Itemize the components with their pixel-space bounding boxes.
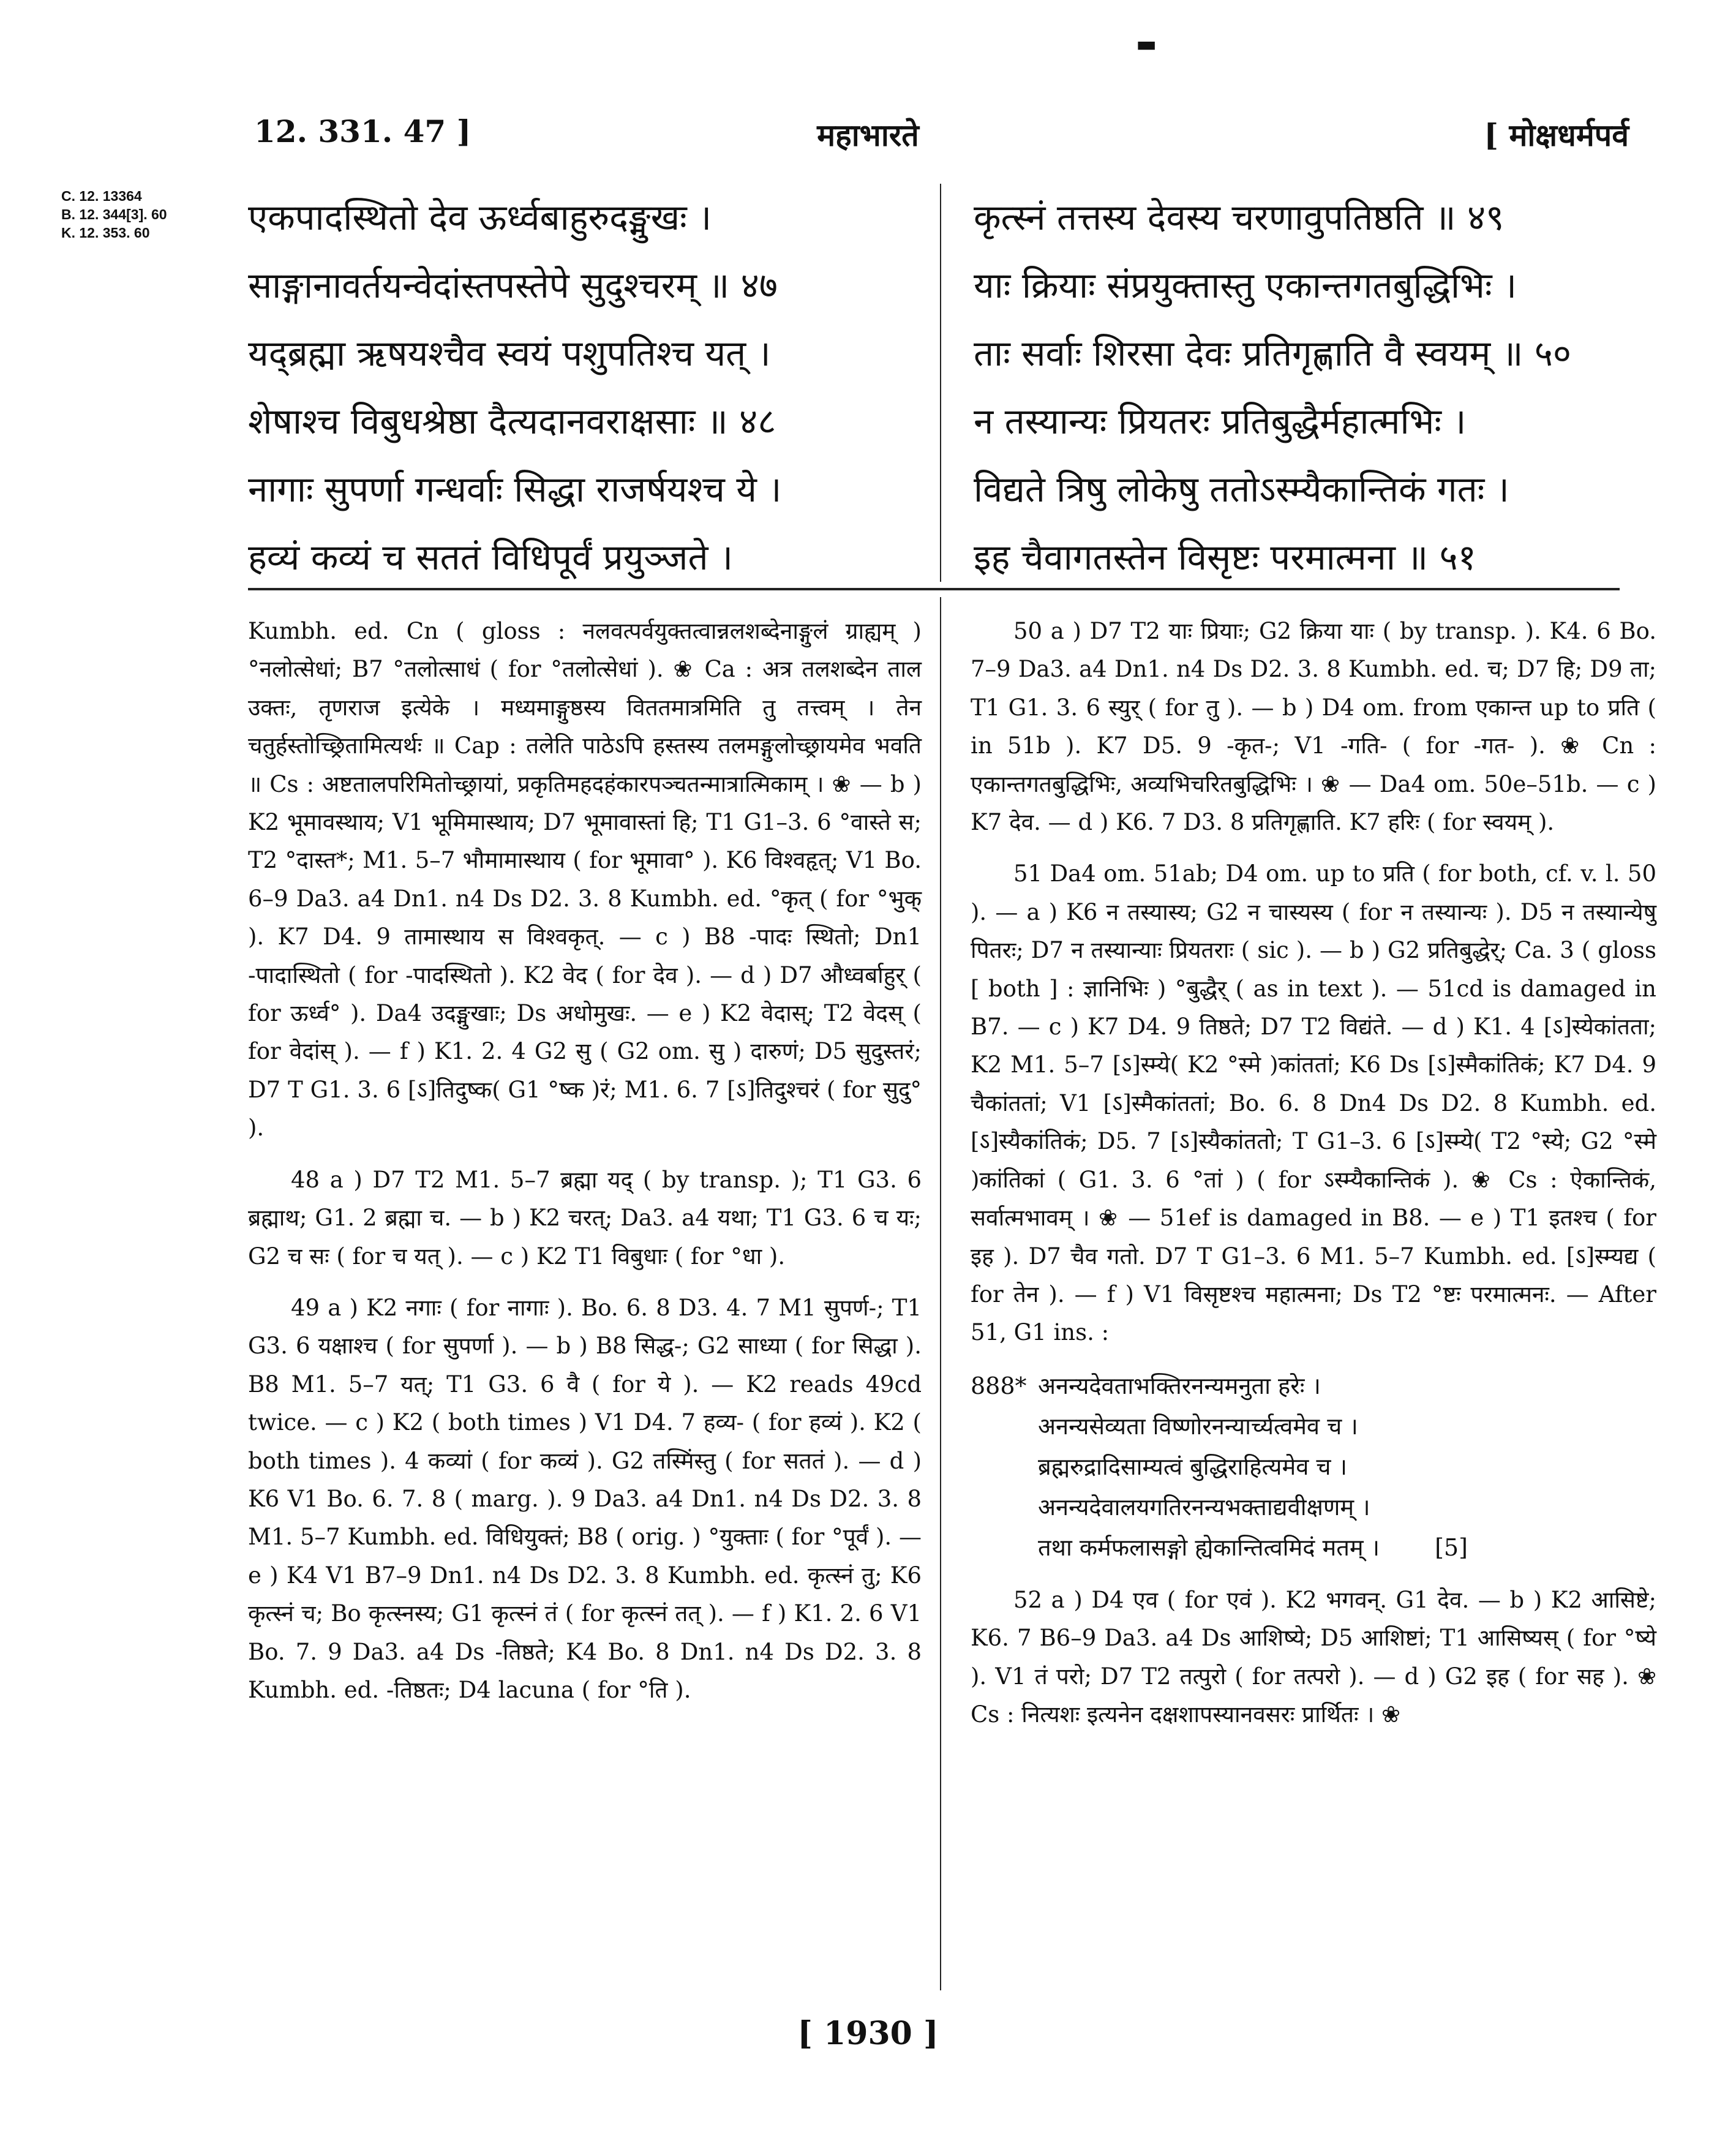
note-paragraph: 48 a ) D7 T2 M1. 5–7 ब्रह्मा यद् ( by transp. ); T1 G3. 6 ब्रह्माथ; G1. 2 ब्रह्मा च. — b ) K2 चरत्; Da3. a4 यथा; T1 G3. 6 च यः; G2 च सः ( for च यत् ). — c ) K2 T1 विबुधाः ( for °धा ). xyxy=(248,1166,922,1270)
inserted-passage xyxy=(971,1366,1656,1568)
passage-line: ब्रह्मरुद्रादिसाम्यत्वं बुद्धिराहित्यमेव च । xyxy=(1038,1453,1348,1480)
verse-line: यद्ब्रह्मा ऋषयश्चैव स्वयं पशुपतिश्च यत् । xyxy=(248,333,771,374)
verse-line: साङ्गानावर्तयन्वेदांस्तपस्तेपे सुदुश्चरम् ॥ ४७ xyxy=(248,265,778,306)
verse-line: नागाः सुपर्णा गन्धर्वाः सिद्धा राजर्षयश्च ये । xyxy=(248,468,782,510)
verse-line: एकपादस्थितो देव ऊर्ध्वबाहुरुदङ्मुखः । xyxy=(248,197,712,238)
header-verse-ref: 12. 331. 47 ] xyxy=(254,113,472,149)
note-paragraph: 49 a ) K2 नगाः ( for नागाः ). Bo. 6. 8 D3. 4. 7 M1 सुपर्ण-; T1 G3. 6 यक्षाश्च ( for सुपर्णा ). — b ) B8 सिद्ध-; G2 साध्या ( for सिद्धा ). B8 M1. 5–7 यत्; T1 G3. 6 वै ( for ये ). — K2 reads 49cd twice. — c ) K2 ( both times ) V1 D4. 7 हव्य- ( for हव्यं ). K2 ( both times ). 4 कव्यां ( for कव्यं ). G2 तस्मिंस्तु ( for सततं ). — d ) K6 V1 Bo. 6. 7. 8 ( marg. ). 9 Da3. a4 Dn1. n4 Ds D2. 3. 8 M1. 5–7 Kumbh. ed. विधियुक्तं; B8 ( orig. ) °युक्ताः ( for °पूर्वं ). — e ) K4 V1 B7–9 Dn1. n4 Ds D2. 3. 8 Kumbh. ed. कृत्स्नं तु; K6 कृत्स्नं च; Bo कृत्स्नस्य; G1 कृत्स्नं तं ( for कृत्स्नं तत् ). — f ) K1. 2. 6 V1 Bo. 7. 9 Da3. a4 Ds -तिष्ठते; K4 Bo. 8 Dn1. n4 Ds D2. 3. 8 Kumbh. ed. -तिष्ठतः; D4 lacuna ( for °ति ). xyxy=(248,1294,922,1703)
passage-number: 888* xyxy=(971,1372,1027,1399)
verse-column-right xyxy=(974,184,1684,592)
header-title: महाभारते xyxy=(817,117,919,153)
apparatus-rule xyxy=(248,588,1620,590)
passage-line: अनन्यदेवताभक्तिरनन्यमनुता हरेः । xyxy=(1038,1372,1321,1399)
top-mark: ▬ xyxy=(1136,32,1157,57)
verse-line: शेषाश्च विबुधश्रेष्ठा दैत्यदानवराक्षसाः ॥ ४८ xyxy=(248,401,776,442)
header-section: [ मोक्षधर्मपर्व xyxy=(1484,117,1629,153)
passage-line-number: [5] xyxy=(1435,1533,1468,1561)
margin-ref: C. 12. 13364 xyxy=(61,188,142,204)
verse-line: इह चैवागतस्तेन विसृष्टः परमात्मना ॥ ५१ xyxy=(974,536,1476,578)
verse-line: विद्यते त्रिषु लोकेषु ततोऽस्म्यैकान्तिकं गतः । xyxy=(974,468,1509,510)
page-number: [ 1930 ] xyxy=(797,2015,939,2052)
verse-line: ताः सर्वाः शिरसा देवः प्रतिगृह्णाति वै स्वयम् ॥ ५० xyxy=(974,333,1572,374)
verse-line: हव्यं कव्यं च सततं विधिपूर्वं प्रयुञ्जते । xyxy=(248,536,733,578)
passage-line: अनन्यदेवालयगतिरनन्यभक्ताद्यवीक्षणम् । xyxy=(1038,1493,1370,1521)
verse-line: कृत्स्नं तत्तस्य देवस्य चरणावुपतिष्ठति ॥ ४९ xyxy=(974,197,1505,238)
margin-references xyxy=(61,187,167,242)
margin-ref: K. 12. 353. 60 xyxy=(61,225,150,241)
verse-line: न तस्यान्यः प्रियतरः प्रतिबुद्धैर्महात्मभिः । xyxy=(974,401,1467,442)
passage-line: तथा कर्मफलासङ्गो ह्येकान्तित्वमिदं मतम् । xyxy=(1038,1533,1380,1561)
margin-ref: B. 12. 344[3]. 60 xyxy=(61,206,167,222)
apparatus-column-left xyxy=(248,612,922,1723)
verse-line: याः क्रियाः संप्रयुक्तास्तु एकान्तगतबुद्धिभिः । xyxy=(974,265,1517,306)
note-paragraph: 50 a ) D7 T2 याः प्रियाः; G2 क्रिया याः ( by transp. ). K4. 6 Bo. 7–9 Da3. a4 Dn1. n4 Ds D2. 3. 8 Kumbh. ed. च; D7 हि; D9 ता; T1 G1. 3. 6 स्युर् ( for तु ). — b ) D4 om. from एकान्त up to प्रति ( in 51b ). K7 D5. 9 -कृत-; V1 -गति- ( for -गत- ). ❀ Cn : एकान्तगतबुद्धिभिः, अव्यभिचरितबुद्धिभिः । ❀ — Da4 om. 50e–51b. — c ) K7 देव. — d ) K6. 7 D3. 8 प्रतिगृह्णाति. K7 हरिः ( for स्वयम् ). xyxy=(971,618,1656,836)
apparatus-column-right xyxy=(971,612,1656,1747)
notes-divider xyxy=(940,597,941,1990)
verse-column-left xyxy=(248,184,909,592)
note-paragraph: Kumbh. ed. Cn ( gloss : नलवत्पर्वयुक्तत्वान्नलशब्देनाङ्गुलं ग्राह्यम् ) °नलोत्सेधां; B7 °तलोत्साधं ( for °तलोत्सेधां ). ❀ Ca : अत्र तलशब्देन ताल उक्तः, तृणराज इत्येके । मध्यमाङ्गुष्ठस्य विततमात्रमिति तु तत्त्वम् । तेन चतुर्हस्तोच्छ्रितामित्यर्थः ॥ Cap : तलेति पाठेऽपि हस्तस्य तलमङ्गुलोच्छ्रायमेव भवति ॥ Cs : अष्टतालपरिमितोच्छ्रायां, प्रकृतिमहदहंकारपञ्चतन्मात्रात्मिकाम् । ❀ — b ) K2 भूमावस्थाय; V1 भूमिमास्थाय; D7 भूमावास्तां हि; T1 G1–3. 6 °वास्ते स; T2 °दास्त*; M1. 5–7 भौमामास्थाय ( for भूमावा° ). K6 विश्वहृत्; V1 Bo. 6–9 Da3. a4 Dn1. n4 Ds D2. 3. 8 Kumbh. ed. °कृत् ( for °भुक् ). K7 D4. 9 तामास्थाय स विश्वकृत्. — c ) B8 -पादः स्थितो; Dn1 -पादास्थितो ( for -पादस्थितो ). K2 वेद ( for देव ). — d ) D7 औध्वर्बाहुर् ( for ऊर्ध्व° ). Da4 उदङ्मुखाः; Ds अधोमुखः. — e ) K2 वेदास्; T2 वेदस् ( for वेदांस् ). — f ) K1. 2. 4 G2 सु ( G2 om. सु ) दारुणं; D5 सुदुस्तरं; D7 T G1. 3. 6 [ऽ]तिदुष्क( G1 °ष्क )रं; M1. 6. 7 [ऽ]तिदुश्चरं ( for सुदु° ). xyxy=(248,618,922,1142)
passage-line: अनन्यसेव्यता विष्णोरनन्यार्च्यत्वमेव च । xyxy=(1038,1412,1358,1440)
note-paragraph: 51 Da4 om. 51ab; D4 om. up to प्रति ( for both, cf. v. l. 50 ). — a ) K6 न तस्यास्य; G2 न चास्यस्य ( for न तस्यान्यः ). D5 न तस्यान्येषु पितरः; D7 न तस्यान्याः प्रियतराः ( sic ). — b ) G2 प्रतिबुद्धेर्; Ca. 3 ( gloss [ both ] : ज्ञानिभिः ) °बुद्धैर् ( as in text ). — 51cd is damaged in B7. — c ) K7 D4. 9 तिष्ठते; D7 T2 विद्यंते. — d ) K1. 4 [ऽ]स्येकांतता; K2 M1. 5–7 [ऽ]स्म्ये( K2 °स्मे )कांततां; K6 Ds [ऽ]स्मैकांतिकं; K7 D4. 9 चैकांततां; V1 [ऽ]स्मैकांततां; Bo. 6. 8 Dn4 Ds D2. 8 Kumbh. ed. [ऽ]स्यैकांतिकं; D5. 7 [ऽ]स्यैकांततो; T G1–3. 6 [ऽ]स्म्ये( T2 °स्ये; G2 °स्मे )कांतिकां ( G1. 3. 6 °तां ) ( for ऽस्म्यैकान्तिकं ). ❀ Cs : ऐकान्तिकं, सर्वात्मभावम् । ❀ — 51ef is damaged in B8. — e ) T1 इतश्च ( for इह ). D7 चैव गतो. D7 T G1–3. 6 M1. 5–7 Kumbh. ed. [ऽ]स्म्यद्य ( for तेन ). — f ) V1 विसृष्टश्च महात्मना; Ds T2 °ष्टः परमात्मनः. — After 51, G1 ins. : xyxy=(971,860,1656,1346)
note-paragraph: 52 a ) D4 एव ( for एवं ). K2 भगवन्. G1 देव. — b ) K2 आसिष्टे; K6. 7 B6–9 Da3. a4 Ds आशिष्ये; D5 आशिष्टां; T1 आसिष्यस् ( for °ष्ये ). V1 तं परो; D7 T2 तत्पुरो ( for तत्परो ). — d ) G2 इह ( for सह ). ❀ Cs : नित्यशः इत्यनेन दक्षशापस्यानवसरः प्रार्थितः । ❀ xyxy=(971,1586,1656,1728)
verse-divider xyxy=(940,184,941,582)
